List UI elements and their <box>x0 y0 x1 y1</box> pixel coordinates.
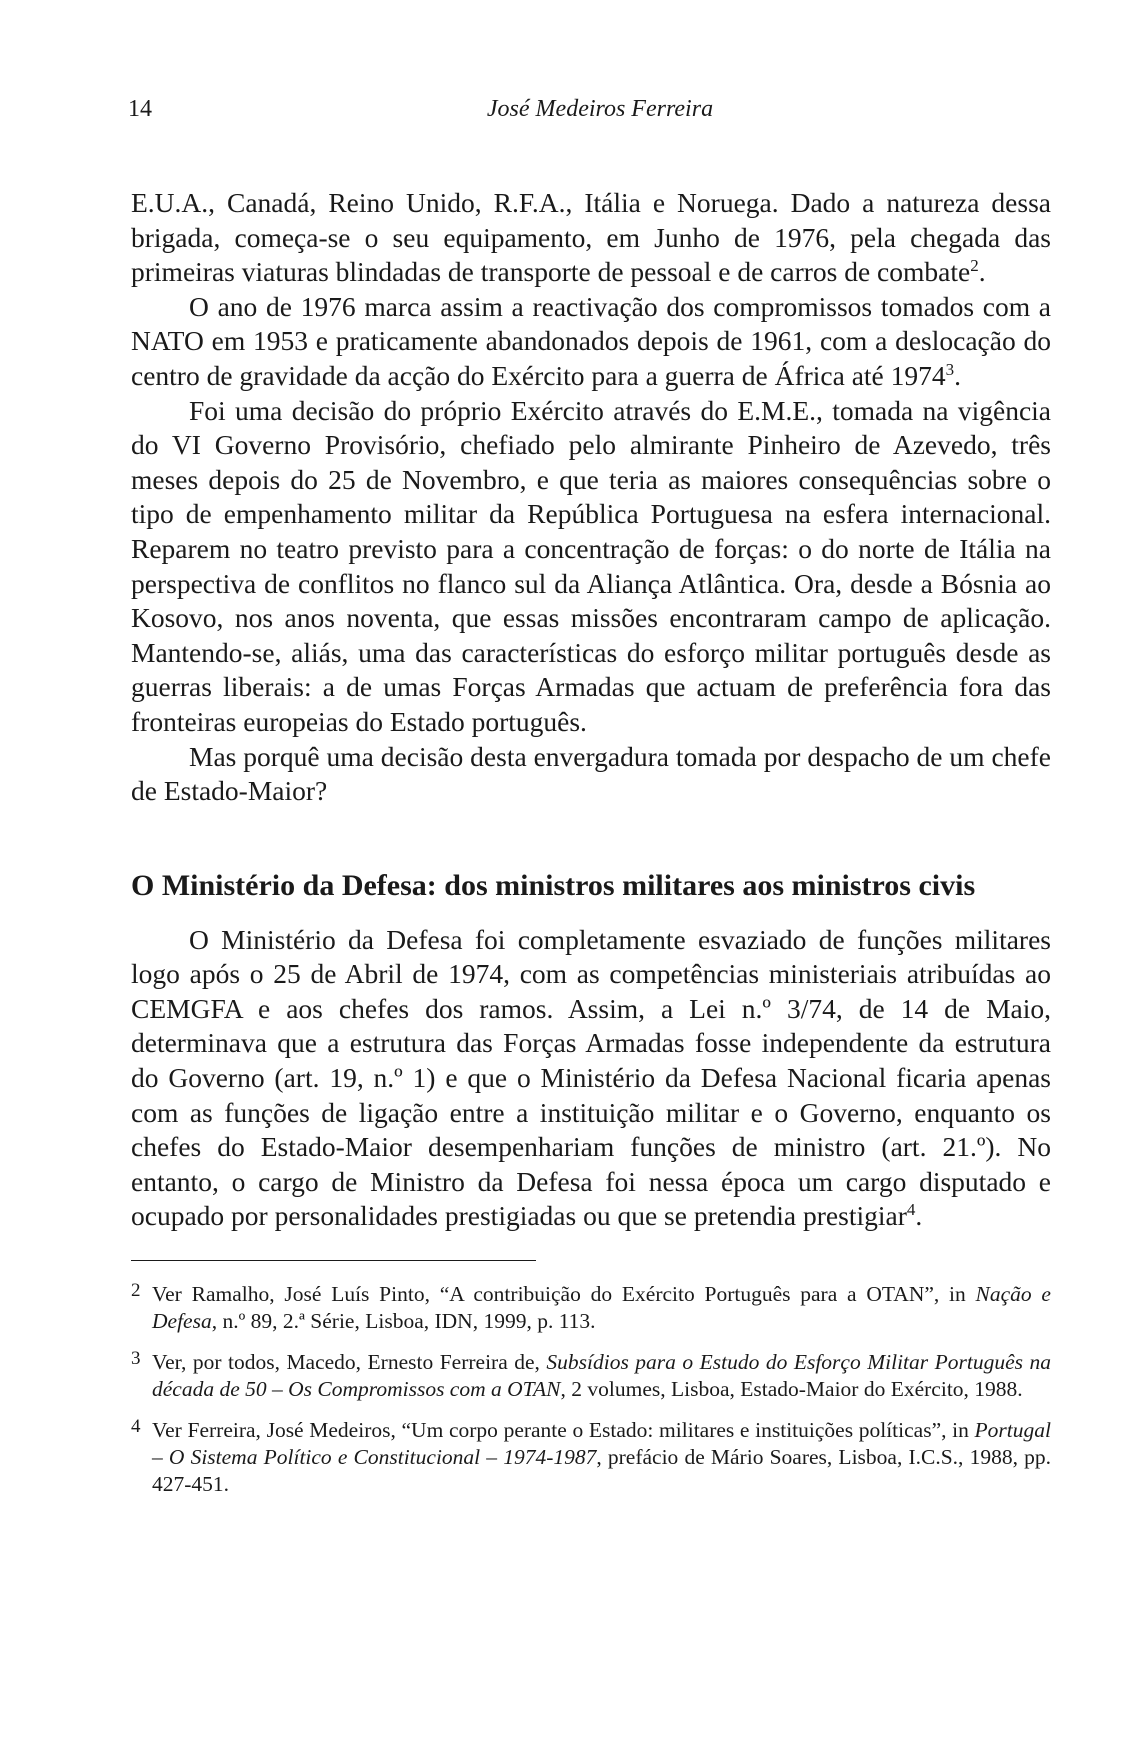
footnote-number: 3 <box>131 1348 141 1370</box>
footnote-text-end: , 2 volumes, Lisboa, Estado-Maior do Exército, 1988. <box>560 1377 1023 1402</box>
paragraph-2-text: O ano de 1976 marca assim a reactivação dos compromissos tomados com a NATO em 1953 e praticamente abandonados depois de 1961, com a deslocação do centro de gravidade da acção do Exército para a guerra de África até 1974 <box>131 290 1051 391</box>
footnote-text-end: , n.º 89, 2.ª Série, Lisboa, IDN, 1999, p. 113. <box>211 1309 596 1334</box>
paragraph-5-end: . <box>915 1200 923 1232</box>
paragraph-1-text: E.U.A., Canadá, Reino Unido, R.F.A., Itália e Noruega. Dado a natureza dessa brigada, começa-se o seu equipamento, em Junho de 1976, pela chegada das primeiras viaturas blindadas de transporte de pessoal e de carros de combate <box>131 187 1051 288</box>
running-head <box>120 96 1040 126</box>
footnote-ref-4: 4 <box>906 1200 916 1220</box>
paragraph-5 <box>131 923 1051 1234</box>
footnote-ref-2: 2 <box>970 256 979 276</box>
footnote-number: 2 <box>131 1280 141 1302</box>
footnote-text: Ver Ferreira, José Medeiros, “Um corpo perante o Estado: militares e instituições políticas”, in <box>152 1418 975 1443</box>
footnote-title: Subsídios para o Estudo do Esforço Militar Português na década de 50 – Os Compromissos com a OTAN <box>152 1350 1051 1402</box>
running-title: José Medeiros Ferreira <box>486 96 714 122</box>
footnote-separator <box>131 1260 536 1261</box>
page-number: 14 <box>128 96 152 122</box>
footnote-2 <box>131 1281 1051 1335</box>
footnote-title: Portugal – O Sistema Político e Constitucional – 1974-1987 <box>152 1418 1051 1470</box>
paragraph-2-end: . <box>954 359 961 391</box>
footnote-4 <box>131 1417 1051 1498</box>
paragraph-1 <box>131 186 1051 290</box>
footnote-3 <box>131 1349 1051 1403</box>
footnote-text-end: , prefácio de Mário Soares, Lisboa, I.C.S., 1988, pp. 427-451. <box>152 1445 1051 1497</box>
paragraph-1-end: . <box>978 256 986 288</box>
footnote-ref-3: 3 <box>945 359 955 379</box>
footnote-text: Ver Ramalho, José Luís Pinto, “A contribuição do Exército Português para a OTAN”, in <box>152 1282 976 1307</box>
main-text <box>131 186 1051 1512</box>
paragraph-3: Foi uma decisão do próprio Exército através do E.M.E., tomada na vigência do VI Governo Provisório, chefiado pelo almirante Pinheiro de Azevedo, três meses depois do 25 de Novembro, e que teria as maiores consequências sobre o tipo de empenhamento militar da República Portuguesa na esfera internacional. Reparem no teatro previsto para a concentração de forças: o do norte de Itália na perspectiva de conflitos no flanco sul da Aliança Atlântica. Ora, desde a Bósnia ao Kosovo, nos anos noventa, que essas missões encontraram campo de aplicação. Mantendo-se, aliás, uma das características do esforço militar português desde as guerras liberais: a de umas Forças Armadas que actuam de preferência fora das fronteiras europeias do Estado português. <box>131 394 1051 737</box>
paragraph-2 <box>131 290 1051 394</box>
footnote-text: Ver, por todos, Macedo, Ernesto Ferreira de, <box>152 1350 547 1375</box>
paragraph-4: Mas porquê uma decisão desta envergadura tomada por despacho de um chefe de Estado-Maior? <box>131 740 1051 807</box>
footnote-title: Nação e Defesa <box>152 1282 1051 1334</box>
section-heading: O Ministério da Defesa: dos ministros militares aos ministros civis <box>131 868 976 902</box>
paragraph-5-text: O Ministério da Defesa foi completamente esvaziado de funções militares logo após o 25 de Abril de 1974, com as competências ministeriais atribuídas ao CEMGFA e aos chefes dos ramos. Assim, a Lei n.º 3/74, de 14 de Maio, determinava que a estrutura das Forças Armadas fosse independente da estrutura do Governo (art. 19, n.º 1) e que o Ministério da Defesa Nacional ficaria apenas com as funções de ligação entre a instituição militar e o Governo, enquanto os chefes do Estado-Maior desempenhariam funções de ministro (art. 21.º). No entanto, o cargo de Ministro da Defesa foi nessa época um cargo disputado e ocupado por personalidades prestigiadas ou que se pretendia prestigiar <box>131 923 1051 1232</box>
footnote-number: 4 <box>131 1416 141 1438</box>
